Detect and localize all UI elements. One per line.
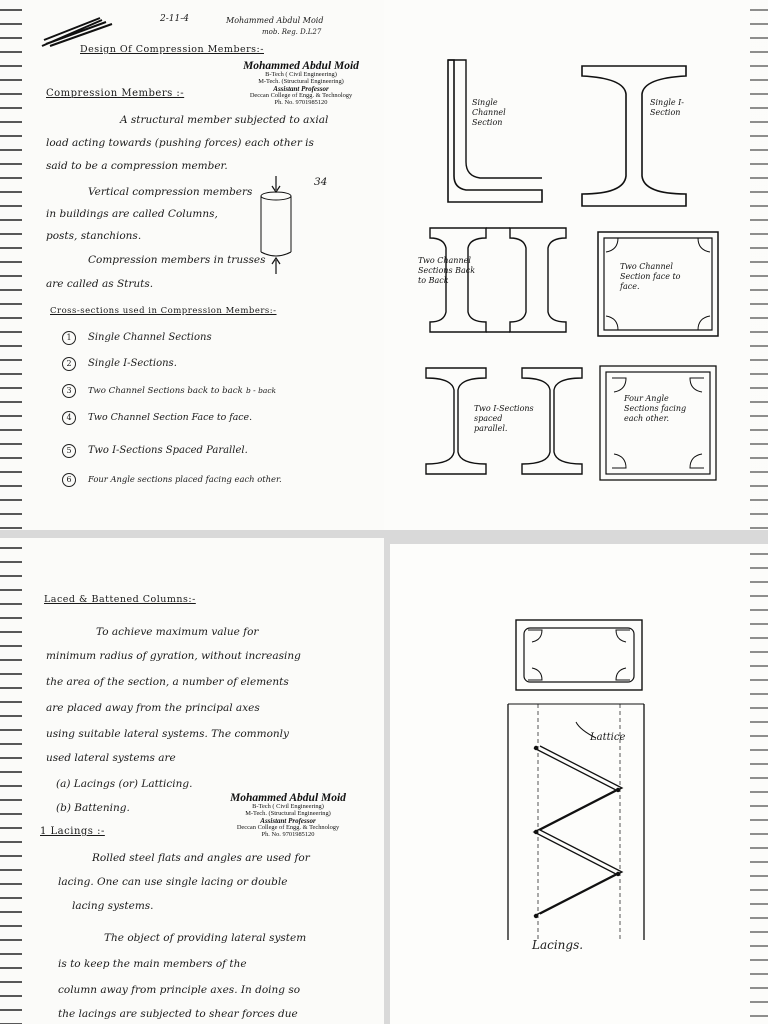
single-channel-section-drawing xyxy=(446,58,546,208)
caption-single-channel: Single Channel Section xyxy=(472,98,506,127)
stamp-line: Deccan College of Engg. & Technology xyxy=(249,91,353,99)
lattice-label: Lattice xyxy=(590,732,626,743)
paragraph-line: load acting towards (pushing forces) each other is xyxy=(46,137,314,149)
lacing-elevation-drawing xyxy=(504,704,654,944)
caption-two-channel-f2f: Two Channel Section face to face. xyxy=(620,262,681,291)
notebook-page-bottom-left xyxy=(0,538,384,1024)
cross-section-heading: Cross-sections used in Compression Members:- xyxy=(50,306,277,316)
spiral-binding xyxy=(750,0,768,530)
author-stamp xyxy=(210,792,366,838)
paragraph-line: The object of providing lateral system xyxy=(104,932,307,944)
spiral-binding xyxy=(750,544,768,1024)
stamp-line: Ph. No. 9701985120 xyxy=(274,98,328,106)
caption-single-i: Single I-Section xyxy=(650,98,685,117)
list-item: 2 Single I-Sections. xyxy=(62,357,177,371)
paragraph-line: Rolled steel flats and angles are used for xyxy=(92,852,310,864)
paragraph-line: A structural member subjected to axial xyxy=(120,114,329,126)
spiral-binding xyxy=(0,538,22,1024)
paragraph-line: used lateral systems are xyxy=(46,752,176,764)
paragraph-line: Compression members in trusses xyxy=(88,254,266,266)
paragraph-line: using suitable lateral systems. The commonly xyxy=(46,728,289,740)
paragraph-line: are called as Struts. xyxy=(46,278,154,290)
paragraph-line: said to be a compression member. xyxy=(46,160,228,172)
notebook-page-bottom-right xyxy=(390,544,768,1024)
margin-number: 34 xyxy=(314,176,328,188)
laced-column-plan-drawing xyxy=(514,618,644,692)
list-item: 4 Two Channel Section Face to face. xyxy=(62,411,252,425)
list-item: 6 Four Angle sections placed facing each other. xyxy=(62,473,282,487)
paragraph-line: is to keep the main members of the xyxy=(58,958,247,970)
caption-two-channel-b2b: Two Channel Sections Back to Back xyxy=(418,256,476,285)
caption-four-angle: Four Angle Sections facing each other. xyxy=(624,394,687,423)
list-item: 3 Two Channel Sections back to back b - back xyxy=(62,384,276,398)
spiral-binding xyxy=(0,0,22,530)
lacings-heading: 1 Lacings :- xyxy=(40,826,105,837)
paragraph-line: minimum radius of gyration, without increasing xyxy=(46,650,301,662)
paragraph-line: Vertical compression members xyxy=(88,186,253,198)
option-item: (b) Battening. xyxy=(56,802,130,814)
stamp-role: Assistant Professor xyxy=(260,816,316,825)
column-sketch xyxy=(256,176,296,276)
paragraph-line: the area of the section, a number of elements xyxy=(46,676,289,688)
single-i-section-drawing xyxy=(580,64,690,214)
stamp-line: M-Tech. (Structural Engineering) xyxy=(245,809,331,817)
paragraph-line: are placed away from the principal axes xyxy=(46,702,260,714)
section-heading: Compression Members :- xyxy=(46,88,185,99)
stamp-line: Ph. No. 9701985120 xyxy=(261,830,315,838)
notebook-page-top-left xyxy=(0,0,384,530)
paragraph-line: column away from principle axes. In doing so xyxy=(58,984,301,996)
date-note: 2-11-4 xyxy=(160,14,189,24)
paragraph-line: posts, stanchions. xyxy=(46,230,142,242)
paragraph-line: lacing. One can use single lacing or double xyxy=(58,876,288,888)
list-item: 5 Two I-Sections Spaced Parallel. xyxy=(62,444,248,458)
option-item: (a) Lacings (or) Latticing. xyxy=(56,778,193,790)
stamp-name: Mohammed Abdul Moid xyxy=(230,792,346,804)
stamp-name: Mohammed Abdul Moid xyxy=(243,60,359,72)
paragraph-line: lacing systems. xyxy=(72,900,154,912)
caption-two-i: Two I-Sections spaced parallel. xyxy=(474,404,534,433)
paragraph-line: To achieve maximum value for xyxy=(96,626,259,638)
stamp-line: Deccan College of Engg. & Technology xyxy=(236,823,340,831)
paragraph-line: in buildings are called Columns, xyxy=(46,208,218,220)
notebook-page-top-right xyxy=(384,0,768,530)
author-note-2: mob. Reg. D.L27 xyxy=(262,28,322,36)
page-title: Design Of Compression Members:- xyxy=(80,44,264,55)
paragraph-line: the lacings are subjected to shear forces due xyxy=(58,1008,298,1020)
figure-caption: Lacings. xyxy=(532,938,584,952)
stamp-line: B-Tech ( Civil Engineering) xyxy=(265,71,337,79)
page-title: Laced & Battened Columns:- xyxy=(44,594,196,605)
stamp-role: Assistant Professor xyxy=(273,84,329,93)
author-stamp xyxy=(226,60,376,106)
list-item: 1 Single Channel Sections xyxy=(62,331,212,345)
stamp-line: M-Tech. (Structural Engineering) xyxy=(258,77,344,85)
author-note: Mohammed Abdul Moid xyxy=(226,16,324,25)
stamp-line: B-Tech ( Civil Engineering) xyxy=(252,803,324,811)
